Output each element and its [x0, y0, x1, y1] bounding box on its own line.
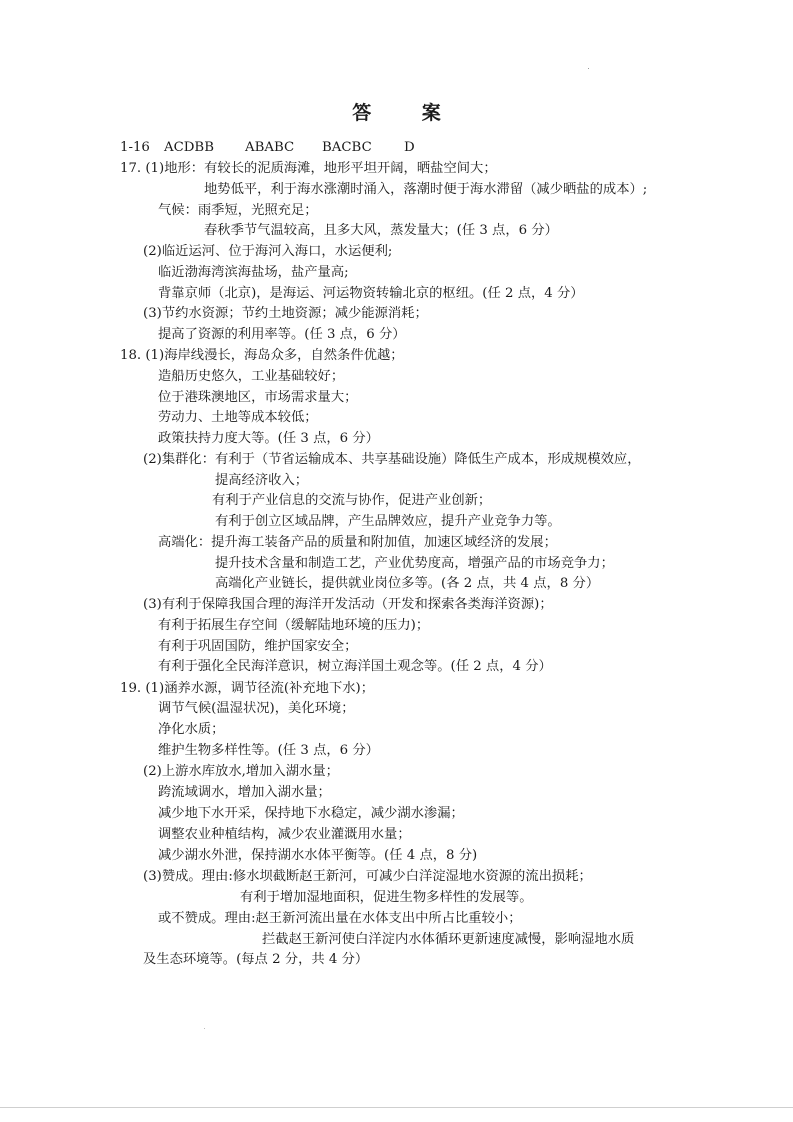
q17-line-9: 提高了资源的利用率等。(任 3 点，6 分）: [158, 327, 406, 342]
q18-line-16: 有利于强化全民海洋意识，树立海洋国土观念等。(任 2 点，4 分）: [158, 659, 552, 674]
q18-line-2: 造船历史悠久，工业基础较好；: [158, 369, 345, 384]
q19-line-8: 调整农业种植结构，减少农业灌溉用水量；: [158, 827, 411, 842]
q19-line-2: 调节气候(温湿状况)，美化环境；: [158, 701, 355, 716]
q17-line-2: 地势低平，利于海水涨潮时涌入，落潮时便于海水滞留（减少晒盐的成本）;: [204, 182, 648, 197]
q18-line-12: 高端化产业链长，提供就业岗位多等。(各 2 点，共 4 点，8 分）: [215, 576, 600, 591]
q19-line-12: 或不赞成。理由:赵王新河流出量在水体支出中所占比重较小；: [158, 911, 522, 926]
q18-line-5: 政策扶持力度大等。(任 3 点，6 分）: [158, 431, 379, 446]
q19-line-13: 拦截赵王新河使白洋淀内水体循环更新速度减慢，影响湿地水质: [262, 932, 635, 947]
q18-line-7: 提高经济收入；: [215, 473, 309, 488]
q18-line-1: 18. (1)海岸线漫长，海岛众多，自然条件优越；: [120, 348, 404, 363]
q19-line-9: 减少湖水外泄，保持湖水水体平衡等。(任 4 点，8 分): [158, 848, 478, 863]
scan-speck: [588, 68, 589, 69]
mc-group-1: ACDBB: [164, 140, 214, 155]
mc-group-2: ABABC: [245, 140, 295, 155]
q18-line-11: 提升技术含量和制造工艺，产业优势度高，增强产品的市场竞争力；: [215, 556, 614, 571]
q19-line-10: (3)赞成。理由:修水坝截断赵王新河，可减少白洋淀湿地水资源的流出损耗；: [143, 869, 592, 884]
q18-line-10: 高端化：提升海工装备产品的质量和附加值，加速区域经济的发展；: [158, 535, 557, 550]
mc-group-4: D: [404, 140, 415, 155]
q17-line-5: (2)临近运河、位于海河入海口，水运便利;: [143, 244, 393, 259]
q18-line-15: 有利于巩固国防，维护国家安全；: [158, 639, 358, 654]
q19-line-3: 净化水质；: [158, 722, 225, 737]
q18-line-3: 位于港珠澳地区，市场需求量大；: [158, 390, 358, 405]
q18-line-13: (3)有利于保障我国合理的海洋开发活动（开发和探索各类海洋资源)；: [143, 597, 553, 612]
q17-line-8: (3)节约水资源；节约土地资源；减少能源消耗；: [143, 306, 428, 321]
q19-line-7: 减少地下水开采，保持地下水稳定，减少湖水渗漏；: [158, 806, 464, 821]
mc-range: 1-16: [120, 140, 150, 155]
q18-line-14: 有利于拓展生存空间（缓解陆地环境的压力)；: [158, 618, 430, 633]
q19-line-4: 维护生物多样性等。(任 3 点，6 分）: [158, 743, 379, 758]
q17-line-1: 17. (1)地形：有较长的泥质海滩，地形平坦开阔，晒盐空间大；: [120, 161, 497, 176]
bottom-rule: [0, 1107, 793, 1108]
mc-group-3: BACBC: [322, 140, 372, 155]
q19-line-14: 及生态环境等。(每点 2 分，共 4 分）: [143, 952, 369, 967]
q19-line-6: 跨流域调水，增加入湖水量；: [158, 785, 331, 800]
q19-line-1: 19. (1)涵养水源，调节径流(补充地下水)；: [120, 681, 375, 696]
q18-line-6: (2)集群化：有利于（节省运输成本、共享基础设施）降低生产成本，形成规模效应，: [143, 452, 641, 467]
q19-line-11: 有利于增加湿地面积，促进生物多样性的发展等。: [240, 890, 533, 905]
q17-line-7: 背靠京师（北京)，是海运、河运物资转输北京的枢纽。(任 2 点，4 分）: [158, 286, 584, 301]
scan-speck-bottom: [204, 1028, 205, 1029]
q18-line-9: 有利于创立区域品牌，产生品牌效应，提升产业竞争力等。: [215, 514, 561, 529]
q17-line-6: 临近渤海湾滨海盐场，盐产量高;: [158, 265, 349, 280]
q17-line-4: 春秋季节气温较高，且多大风，蒸发量大；(任 3 点，6 分）: [204, 223, 558, 238]
page-title: 答 案: [352, 102, 463, 124]
q17-line-3: 气候：雨季短，光照充足；: [158, 203, 318, 218]
q18-line-4: 劳动力、土地等成本较低；: [158, 410, 318, 425]
q18-line-8: 有利于产业信息的交流与协作，促进产业创新；: [212, 493, 492, 508]
q19-line-5: (2)上游水库放水,增加入湖水量；: [143, 764, 339, 779]
